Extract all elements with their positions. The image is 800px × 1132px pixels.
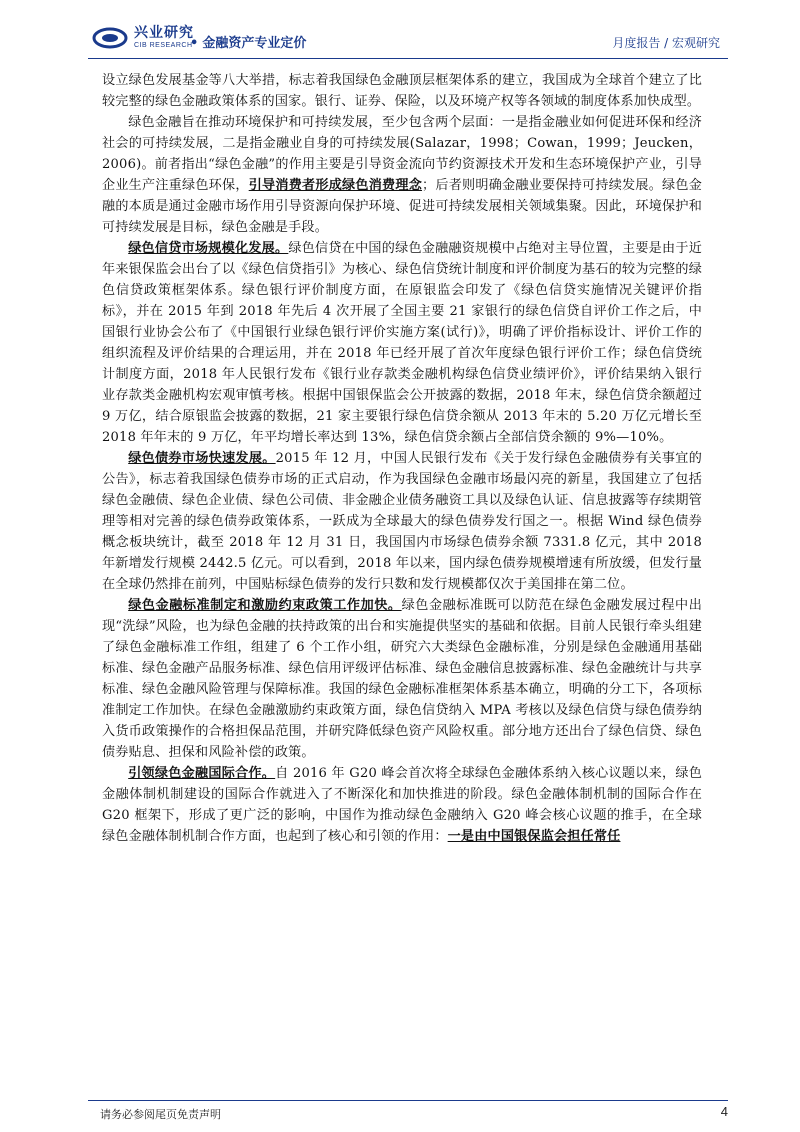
page-number: 4 bbox=[720, 1104, 728, 1119]
logo-name-cn: 兴业研究 bbox=[134, 25, 194, 41]
international-highlight: 一是由中国银保监会担任常任 bbox=[447, 829, 621, 844]
tagline-text: 金融资产专业定价 bbox=[202, 36, 307, 51]
paragraph-green-bond bbox=[102, 448, 702, 595]
tagline-bullet: • bbox=[190, 36, 199, 51]
paragraph-2-highlight: 引导消费者形成绿色消费理念 bbox=[248, 178, 423, 193]
footer-disclaimer: 请务必参阅尾页免责声明 bbox=[100, 1108, 221, 1121]
footer-divider bbox=[88, 1100, 728, 1101]
header-divider bbox=[88, 58, 728, 59]
green-standards-text: 绿色金融标准既可以防范在绿色金融发展过程中出现“洗绿”风险，也为绿色金融的扶持政策的出台和实施提供坚实的基础和依据。目前人民银行牵头组建了绿色金融标准工作组，组建了 6 个工作小组，研究六大类绿色金融标准，分别是绿色金融通用基础标准、绿色金融产品服务标准、绿色信用评级评估标准、绿色金融信息披露标准、绿色金融统计与共享标准、绿色金融风险管理与保障标准。我国的绿色金融标准框架体系基本确立，明确的分工下，各项标准制定工作加快。在绿色金融激励约束政策方面，绿色信贷纳入 MPA 考核以及绿色信贷与绿色债券纳入货币政策操作的合格担保品范围，并研究降低绿色资产风险权重。部分地方还出台了绿色信贷、绿色债券贴息、担保和风险补偿的政策。 bbox=[102, 598, 702, 760]
paragraph-2-text-b: ；后者则明确金融业要保持可持续发展。绿色金融的本质是通过金融市场作用引导资源向保护环境、促进可持续发展相关领域集聚。因此，环境保护和可持续发展是目标，绿色金融是手段。 bbox=[102, 178, 703, 235]
report-body bbox=[102, 70, 702, 847]
paragraph-green-standards bbox=[102, 595, 702, 763]
report-type: 月度报告 / 宏观研究 bbox=[612, 36, 720, 50]
paragraph-2 bbox=[102, 112, 702, 238]
green-bond-text: 2015 年 12 月，中国人民银行发布《关于发行绿色金融债券有关事宜的公告》，标志着我国绿色债券市场的正式启动，作为我国绿色金融市场最闪亮的新星，我国建立了包括绿色金融债、绿色企业债、绿色公司债、非金融企业债务融资工具以及绿色认证、信息披露等存续期管理等相对完善的绿色债券政策体系，一跃成为全球最大的绿色债券发行国之一。根据 Wind 绿色债券概念板块统计，截至 2018 年 12 月 31 日，我国国内市场绿色债券余额 7331.8 亿元，其中 2018 年新增发行规模 2442.5 亿元。可以看到，2018 年以来，国内绿色债券规模增速有所放缓，但发行量在全球仍然排在前列，中国贴标绿色债券的发行只数和发行规模都仅次于美国排在第二位。 bbox=[102, 451, 702, 592]
cib-logo-icon bbox=[92, 27, 128, 49]
logo bbox=[92, 26, 194, 49]
paragraph-1: 设立绿色发展基金等八大举措，标志着我国绿色金融顶层框架体系的建立，我国成为全球首个建立了比较完整的绿色金融政策体系的国家。银行、证券、保险，以及环境产权等各领域的制度体系加快成型。 bbox=[102, 73, 702, 109]
logo-name-en: CIB RESEARCH bbox=[134, 42, 193, 49]
green-credit-text: 绿色信贷在中国的绿色金融融资规模中占绝对主导位置，主要是由于近年来银保监会出台了以《绿色信贷指引》为核心、绿色信贷统计制度和评价制度为基石的较为完整的绿色信贷政策框架体系。绿色银行评价制度方面，在原银监会印发了《绿色信贷实施情况关键评价指标》，并在 2015 年到 2018 年先后 4 次开展了全国主要 21 家银行的绿色信贷自评价工作之后，中国银行业协会公布了《中国银行业绿色银行评价实施方案(试行)》，明确了评价指标设计、评价工作的组织流程及评价结果的合理运用，并在 2018 年已经开展了首次年度绿色银行评价工作；绿色信贷统计制度方面，2018 年人民银行发布《银行业存款类金融机构绿色信贷业绩评价》，评价结果纳入银行业存款类金融机构宏观审慎考核。根据中国银保监会公开披露的数据，2018 年末，绿色信贷余额超过 9 万亿，结合原银监会披露的数据，21 家主要银行绿色信贷余额从 2013 年末的 5.20 万亿元增长至 2018 年年末的 9 万亿，年平均增长率达到 13%，绿色信贷余额占全部信贷余额的 9%—10%。 bbox=[102, 241, 702, 445]
paragraph-2-text-a: 绿色金融旨在推动环境保护和可持续发展，至少包含两个层面：一是指金融业如何促进环保和经济社会的可持续发展，二是指金融业自身的可持续发展(Salazar，1998；Cowan，1999；Jeucken，2006)。前者指出“绿色金融”的作用主要是引导资金流向节约资源技术开发和生态环境保护产业，引导企业生产注重绿色环保， bbox=[102, 115, 702, 193]
page-header bbox=[0, 0, 800, 62]
international-text: 自 2016 年 G20 峰会首次将全球绿色金融体系纳入核心议题以来，绿色金融体制机制建设的国际合作就进入了不断深化和加快推进的阶段。绿色金融体制机制的国际合作在 G20 框架下，形成了更广泛的影响，中国作为推动绿色金融纳入 G20 峰会核心议题的推手，在全球绿色金融体制机制合作方面，也起到了核心和引领的作用： bbox=[102, 766, 702, 844]
paragraph-international bbox=[102, 763, 702, 847]
heading-international: 引领绿色金融国际合作。 bbox=[128, 766, 276, 781]
header-tagline bbox=[190, 32, 306, 51]
paragraph-green-credit bbox=[102, 238, 702, 448]
heading-green-bond: 绿色债券市场快速发展。 bbox=[128, 451, 276, 466]
heading-green-standards: 绿色金融标准制定和激励约束政策工作加快。 bbox=[128, 598, 402, 613]
heading-green-credit: 绿色信贷市场规模化发展。 bbox=[128, 241, 289, 256]
